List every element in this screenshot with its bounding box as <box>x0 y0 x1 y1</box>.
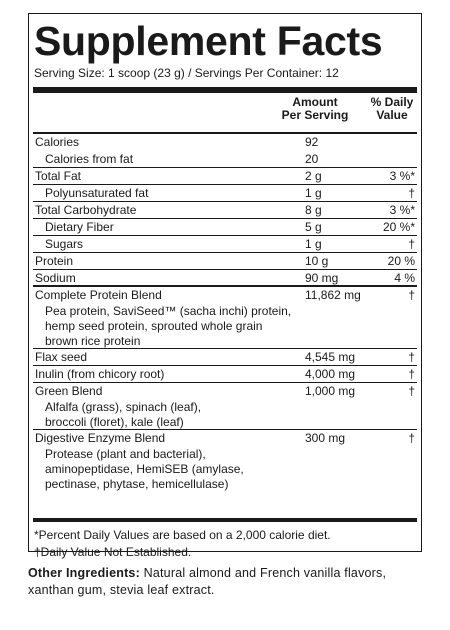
nutrient-row <box>33 430 417 447</box>
nutrient-row <box>33 236 417 253</box>
nutrient-name: brown rice protein <box>45 334 141 348</box>
nutrient-row <box>33 270 417 287</box>
daily-value-header: % Daily Value <box>370 95 414 122</box>
nutrient-amount: 8 g <box>305 203 322 217</box>
nutrient-name: Sugars <box>45 237 84 251</box>
nutrient-amount: 92 <box>305 135 319 149</box>
nutrient-name: Protease (plant and bacterial), <box>45 447 206 461</box>
nutrient-name: Flax seed <box>35 350 88 364</box>
ingredient-description-line <box>33 304 417 319</box>
footnote-daily-values: *Percent Daily Values are based on a 2,000 calorie diet. <box>34 528 331 542</box>
nutrient-row <box>33 253 417 270</box>
ingredient-description-line <box>33 462 417 477</box>
nutrient-name: Dietary Fiber <box>45 220 114 234</box>
nutrient-amount: 11,862 mg <box>305 288 361 302</box>
top-rule <box>33 87 417 93</box>
nutrient-amount: 1 g <box>305 237 322 251</box>
ingredient-description-line <box>33 319 417 334</box>
nutrient-amount: 2 g <box>305 169 322 183</box>
bottom-rule <box>33 518 417 522</box>
ingredient-description-line <box>33 334 417 349</box>
nutrient-row <box>33 202 417 219</box>
supplement-facts-panel <box>28 13 422 559</box>
ingredient-description-line <box>33 415 417 430</box>
nutrient-amount: 5 g <box>305 220 322 234</box>
ingredient-description-line <box>33 447 417 462</box>
nutrient-daily-value: 4 % <box>394 271 415 285</box>
nutrient-daily-value: 20 %* <box>382 220 415 234</box>
nutrient-amount: 300 mg <box>305 431 346 445</box>
nutrient-daily-value: † <box>408 384 415 398</box>
nutrient-amount: 10 g <box>305 254 329 268</box>
nutrient-name: Protein <box>35 254 74 268</box>
nutrient-name: Inulin (from chicory root) <box>35 367 165 381</box>
nutrient-daily-value: † <box>408 288 415 302</box>
nutrient-name: Total Carbohydrate <box>35 203 137 217</box>
nutrient-name: aminopeptidase, HemiSEB (amylase, <box>45 462 244 476</box>
nutrient-daily-value: † <box>408 237 415 251</box>
nutrient-name: Digestive Enzyme Blend <box>35 431 166 445</box>
other-ingredients-label: Other Ingredients: <box>28 566 140 580</box>
nutrient-amount: 90 mg <box>305 271 339 285</box>
nutrient-name: Calories <box>35 135 80 149</box>
nutrient-name: Green Blend <box>35 384 103 398</box>
nutrient-daily-value: † <box>408 431 415 445</box>
nutrient-name: broccoli (floret), kale (leaf) <box>45 415 184 429</box>
nutrient-name: Polyunsaturated fat <box>45 186 149 200</box>
nutrient-row <box>33 349 417 366</box>
nutrient-amount: 1 g <box>305 186 322 200</box>
nutrient-row <box>33 383 417 400</box>
serving-info: Serving Size: 1 scoop (23 g) / Servings Per Container: 12 <box>34 66 339 80</box>
nutrient-amount: 1,000 mg <box>305 384 356 398</box>
nutrient-daily-value: 3 %* <box>389 203 415 217</box>
nutrient-daily-value: † <box>408 186 415 200</box>
nutrient-daily-value: 3 %* <box>389 169 415 183</box>
nutrient-daily-value: † <box>408 350 415 364</box>
nutrient-table <box>33 134 417 492</box>
nutrient-name: Sodium <box>35 271 76 285</box>
other-ingredients-text: Natural almond and French vanilla flavors, xanthan gum, stevia leaf extract. <box>28 566 387 597</box>
nutrient-name: Alfalfa (grass), spinach (leaf), <box>45 400 202 414</box>
nutrient-name: hemp seed protein, sprouted whole grain <box>45 319 263 333</box>
other-ingredients <box>28 565 422 599</box>
nutrient-row <box>33 366 417 383</box>
amount-header: Amount Per Serving <box>281 95 349 122</box>
nutrient-row <box>33 287 417 304</box>
nutrient-row <box>33 219 417 236</box>
ingredient-description-line <box>33 477 417 492</box>
nutrient-daily-value: † <box>408 367 415 381</box>
nutrient-daily-value: 20 % <box>387 254 415 268</box>
nutrient-row <box>33 134 417 151</box>
nutrient-name: Pea protein, SaviSeed™ (sacha inchi) protein, <box>45 304 292 318</box>
nutrient-row <box>33 151 417 168</box>
nutrient-row <box>33 185 417 202</box>
panel-title: Supplement Facts <box>34 18 383 64</box>
nutrient-name: Total Fat <box>35 169 82 183</box>
footnote-not-established: †Daily Value Not Established. <box>34 545 192 559</box>
nutrient-amount: 20 <box>305 152 319 166</box>
nutrient-row <box>33 168 417 185</box>
nutrient-amount: 4,545 mg <box>305 350 356 364</box>
nutrient-name: Complete Protein Blend <box>35 288 162 302</box>
nutrient-name: Calories from fat <box>45 152 134 166</box>
ingredient-description-line <box>33 400 417 415</box>
nutrient-name: pectinase, phytase, hemicellulase) <box>45 477 229 491</box>
footnotes <box>34 527 331 561</box>
nutrient-amount: 4,000 mg <box>305 367 356 381</box>
